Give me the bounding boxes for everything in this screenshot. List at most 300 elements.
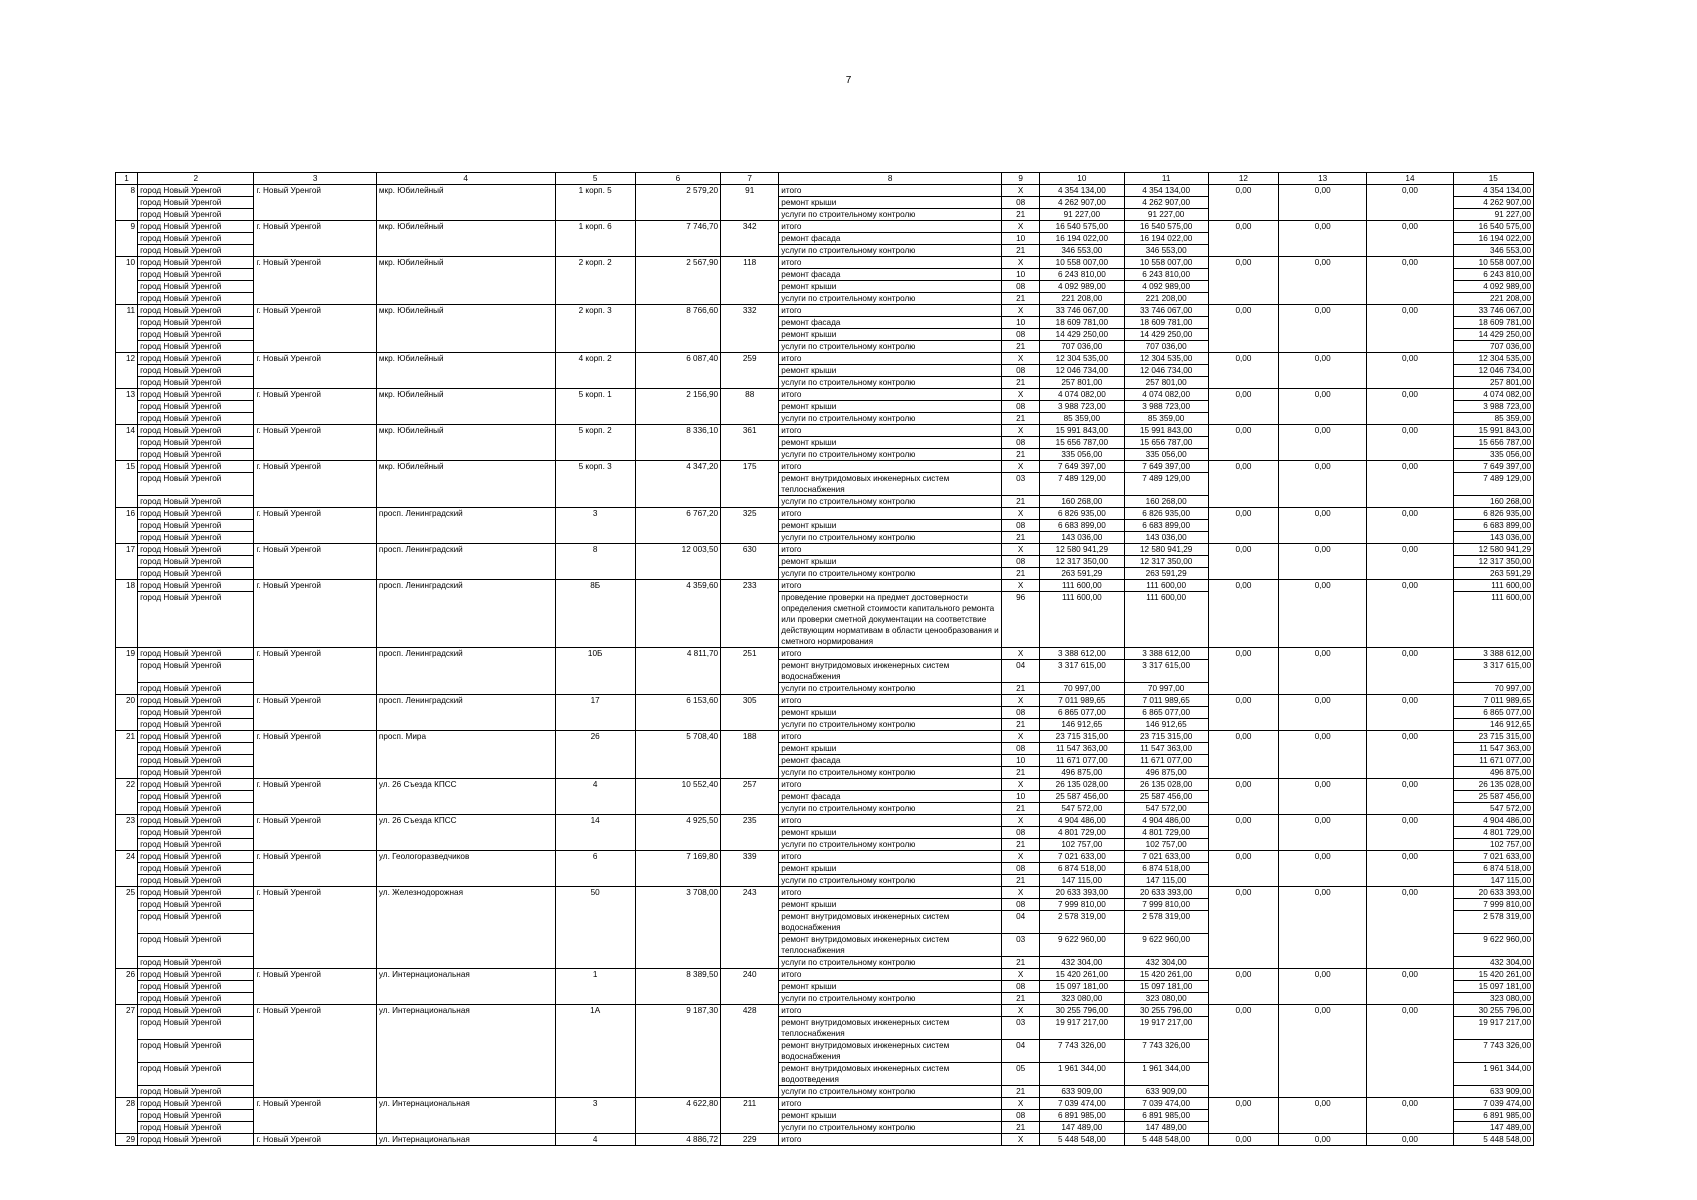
fund-amount-cell: 5 448 548,00 (1124, 1134, 1208, 1146)
fund-amount-cell: 3 317 615,00 (1124, 660, 1208, 683)
row-number-cell (116, 520, 138, 532)
area-cell (635, 233, 720, 245)
work-type-cell: услуги по строительному контролю (779, 532, 1002, 544)
street-cell: мкр. Юбилейный (376, 257, 555, 269)
work-type-cell: ремонт крыши (779, 281, 1002, 293)
house-number-cell: 5 корп. 1 (555, 389, 635, 401)
residents-cell (721, 934, 779, 957)
budget-local-cell (1279, 209, 1367, 221)
residents-cell (721, 803, 779, 815)
budget-region-cell (1208, 827, 1278, 839)
budget-region-cell (1208, 437, 1278, 449)
total-cost-cell: 147 489,00 (1040, 1122, 1124, 1134)
street-cell (376, 377, 555, 389)
table-body (116, 185, 1534, 1146)
settlement-cell (254, 532, 376, 544)
column-number: 8 (779, 173, 1002, 185)
municipality-cell: город Новый Уренгой (138, 508, 254, 520)
budget-region-cell (1208, 233, 1278, 245)
street-cell (376, 556, 555, 568)
fund-amount-cell: 1 961 344,00 (1124, 1063, 1208, 1086)
settlement-cell: г. Новый Уренгой (254, 969, 376, 981)
row-number-cell (116, 839, 138, 851)
area-cell: 2 156,90 (635, 389, 720, 401)
table-row (116, 449, 1534, 461)
fund-amount-cell: 18 609 781,00 (1124, 317, 1208, 329)
street-cell: ул. Интернациональная (376, 1134, 555, 1146)
residents-cell (721, 245, 779, 257)
owner-funds-cell (1367, 269, 1453, 281)
budget-region-cell: 0,00 (1208, 779, 1278, 791)
budget-local-cell (1279, 1017, 1367, 1040)
settlement-cell: г. Новый Уренгой (254, 1134, 376, 1146)
total-amount-cell: 263 591,29 (1453, 568, 1533, 580)
residents-cell: 240 (721, 969, 779, 981)
total-cost-cell: 85 359,00 (1040, 413, 1124, 425)
work-code-cell: X (1002, 544, 1040, 556)
budget-local-cell: 0,00 (1279, 425, 1367, 437)
area-cell (635, 1110, 720, 1122)
row-number-cell (116, 743, 138, 755)
total-amount-cell: 6 874 518,00 (1453, 863, 1533, 875)
municipality-cell: город Новый Уренгой (138, 648, 254, 660)
budget-region-cell (1208, 329, 1278, 341)
row-number-cell: 21 (116, 731, 138, 743)
fund-amount-cell: 335 056,00 (1124, 449, 1208, 461)
total-amount-cell: 146 912,65 (1453, 719, 1533, 731)
house-number-cell (555, 401, 635, 413)
street-cell (376, 496, 555, 508)
house-number-cell: 1А (555, 1005, 635, 1017)
settlement-cell (254, 899, 376, 911)
residents-cell: 243 (721, 887, 779, 899)
area-cell (635, 707, 720, 719)
house-number-cell (555, 803, 635, 815)
settlement-cell: г. Новый Уренгой (254, 257, 376, 269)
house-number-cell (555, 863, 635, 875)
area-cell (635, 767, 720, 779)
total-amount-cell: 85 359,00 (1453, 413, 1533, 425)
total-amount-cell: 16 540 575,00 (1453, 221, 1533, 233)
street-cell (376, 707, 555, 719)
house-number-cell (555, 473, 635, 496)
budget-local-cell (1279, 707, 1367, 719)
row-number-cell: 23 (116, 815, 138, 827)
total-cost-cell: 3 317 615,00 (1040, 660, 1124, 683)
total-amount-cell: 6 891 985,00 (1453, 1110, 1533, 1122)
settlement-cell: г. Новый Уренгой (254, 221, 376, 233)
owner-funds-cell (1367, 683, 1453, 695)
row-number-cell (116, 556, 138, 568)
total-cost-cell: 3 988 723,00 (1040, 401, 1124, 413)
work-code-cell: X (1002, 221, 1040, 233)
table-row (116, 899, 1534, 911)
budget-region-cell (1208, 719, 1278, 731)
street-cell (376, 957, 555, 969)
work-code-cell: 10 (1002, 233, 1040, 245)
settlement-cell (254, 755, 376, 767)
fund-amount-cell: 15 991 843,00 (1124, 425, 1208, 437)
area-cell (635, 281, 720, 293)
work-code-cell: 21 (1002, 532, 1040, 544)
residents-cell (721, 911, 779, 934)
fund-amount-cell: 4 092 989,00 (1124, 281, 1208, 293)
table-row (116, 815, 1534, 827)
municipality-cell: город Новый Уренгой (138, 365, 254, 377)
municipality-cell: город Новый Уренгой (138, 1098, 254, 1110)
area-cell (635, 293, 720, 305)
capital-repair-table (115, 172, 1534, 1146)
total-cost-cell: 15 420 261,00 (1040, 969, 1124, 981)
residents-cell: 339 (721, 851, 779, 863)
total-cost-cell: 7 011 989,65 (1040, 695, 1124, 707)
work-type-cell: итого (779, 185, 1002, 197)
page-number: 7 (845, 75, 852, 86)
budget-local-cell: 0,00 (1279, 305, 1367, 317)
residents-cell (721, 875, 779, 887)
table-row (116, 437, 1534, 449)
house-number-cell (555, 791, 635, 803)
budget-local-cell (1279, 437, 1367, 449)
municipality-cell: город Новый Уренгой (138, 461, 254, 473)
table-row (116, 1063, 1534, 1086)
owner-funds-cell: 0,00 (1367, 887, 1453, 899)
work-type-cell: ремонт крыши (779, 365, 1002, 377)
column-number: 13 (1279, 173, 1367, 185)
work-type-cell: ремонт фасада (779, 791, 1002, 803)
total-amount-cell: 16 194 022,00 (1453, 233, 1533, 245)
budget-region-cell (1208, 377, 1278, 389)
area-cell (635, 341, 720, 353)
budget-region-cell: 0,00 (1208, 544, 1278, 556)
total-cost-cell: 6 683 899,00 (1040, 520, 1124, 532)
total-cost-cell: 4 092 989,00 (1040, 281, 1124, 293)
fund-amount-cell: 633 909,00 (1124, 1086, 1208, 1098)
budget-region-cell (1208, 875, 1278, 887)
settlement-cell (254, 520, 376, 532)
owner-funds-cell (1367, 755, 1453, 767)
owner-funds-cell: 0,00 (1367, 305, 1453, 317)
municipality-cell: город Новый Уренгой (138, 329, 254, 341)
residents-cell (721, 317, 779, 329)
street-cell: мкр. Юбилейный (376, 425, 555, 437)
total-cost-cell: 16 194 022,00 (1040, 233, 1124, 245)
street-cell: просп. Ленинградский (376, 544, 555, 556)
house-number-cell: 3 (555, 1098, 635, 1110)
row-number-cell: 22 (116, 779, 138, 791)
total-cost-cell: 111 600,00 (1040, 592, 1124, 648)
street-cell (376, 1040, 555, 1063)
settlement-cell: г. Новый Уренгой (254, 185, 376, 197)
total-cost-cell: 16 540 575,00 (1040, 221, 1124, 233)
total-amount-cell: 30 255 796,00 (1453, 1005, 1533, 1017)
house-number-cell (555, 341, 635, 353)
residents-cell (721, 473, 779, 496)
work-type-cell: итого (779, 461, 1002, 473)
work-code-cell: 08 (1002, 365, 1040, 377)
municipality-cell: город Новый Уренгой (138, 305, 254, 317)
total-cost-cell: 257 801,00 (1040, 377, 1124, 389)
total-cost-cell: 7 649 397,00 (1040, 461, 1124, 473)
work-type-cell: итого (779, 731, 1002, 743)
budget-local-cell (1279, 863, 1367, 875)
work-code-cell: 04 (1002, 660, 1040, 683)
fund-amount-cell: 85 359,00 (1124, 413, 1208, 425)
settlement-cell (254, 683, 376, 695)
municipality-cell: город Новый Уренгой (138, 1086, 254, 1098)
budget-region-cell: 0,00 (1208, 851, 1278, 863)
residents-cell (721, 791, 779, 803)
budget-region-cell (1208, 1063, 1278, 1086)
settlement-cell (254, 660, 376, 683)
budget-local-cell (1279, 981, 1367, 993)
residents-cell: 88 (721, 389, 779, 401)
budget-region-cell (1208, 899, 1278, 911)
row-number-cell (116, 413, 138, 425)
budget-region-cell: 0,00 (1208, 353, 1278, 365)
owner-funds-cell: 0,00 (1367, 695, 1453, 707)
street-cell (376, 1017, 555, 1040)
total-amount-cell: 160 268,00 (1453, 496, 1533, 508)
area-cell: 3 708,00 (635, 887, 720, 899)
residents-cell (721, 413, 779, 425)
owner-funds-cell (1367, 719, 1453, 731)
total-amount-cell: 143 036,00 (1453, 532, 1533, 544)
owner-funds-cell (1367, 197, 1453, 209)
budget-local-cell (1279, 233, 1367, 245)
street-cell (376, 281, 555, 293)
work-code-cell: 03 (1002, 1017, 1040, 1040)
table-row (116, 779, 1534, 791)
work-type-cell: ремонт крыши (779, 197, 1002, 209)
total-amount-cell: 12 317 350,00 (1453, 556, 1533, 568)
municipality-cell: город Новый Уренгой (138, 353, 254, 365)
area-cell: 6 087,40 (635, 353, 720, 365)
row-number-cell (116, 473, 138, 496)
budget-local-cell (1279, 568, 1367, 580)
budget-region-cell: 0,00 (1208, 1005, 1278, 1017)
fund-amount-cell: 146 912,65 (1124, 719, 1208, 731)
table-row (116, 257, 1534, 269)
table-row (116, 993, 1534, 1005)
work-type-cell: ремонт внутридомовых инженерных систем водоснабжения (779, 911, 1002, 934)
table-row (116, 496, 1534, 508)
total-amount-cell: 4 904 486,00 (1453, 815, 1533, 827)
total-cost-cell: 7 021 633,00 (1040, 851, 1124, 863)
residents-cell (721, 269, 779, 281)
settlement-cell (254, 197, 376, 209)
settlement-cell (254, 365, 376, 377)
column-number: 10 (1040, 173, 1124, 185)
street-cell (376, 863, 555, 875)
table-row (116, 556, 1534, 568)
total-cost-cell: 346 553,00 (1040, 245, 1124, 257)
work-code-cell: 10 (1002, 317, 1040, 329)
house-number-cell (555, 317, 635, 329)
municipality-cell: город Новый Уренгой (138, 899, 254, 911)
area-cell: 9 187,30 (635, 1005, 720, 1017)
fund-amount-cell: 147 489,00 (1124, 1122, 1208, 1134)
house-number-cell: 26 (555, 731, 635, 743)
total-cost-cell: 12 046 734,00 (1040, 365, 1124, 377)
house-number-cell (555, 743, 635, 755)
settlement-cell (254, 473, 376, 496)
residents-cell (721, 209, 779, 221)
total-cost-cell: 9 622 960,00 (1040, 934, 1124, 957)
area-cell (635, 993, 720, 1005)
total-cost-cell: 547 572,00 (1040, 803, 1124, 815)
work-code-cell: X (1002, 1005, 1040, 1017)
settlement-cell: г. Новый Уренгой (254, 353, 376, 365)
budget-region-cell: 0,00 (1208, 257, 1278, 269)
work-type-cell: ремонт крыши (779, 707, 1002, 719)
row-number-cell (116, 934, 138, 957)
total-amount-cell: 3 988 723,00 (1453, 401, 1533, 413)
residents-cell: 211 (721, 1098, 779, 1110)
settlement-cell (254, 957, 376, 969)
house-number-cell (555, 767, 635, 779)
settlement-cell (254, 1122, 376, 1134)
street-cell (376, 827, 555, 839)
area-cell (635, 568, 720, 580)
total-amount-cell: 14 429 250,00 (1453, 329, 1533, 341)
work-code-cell: 21 (1002, 719, 1040, 731)
owner-funds-cell (1367, 592, 1453, 648)
owner-funds-cell (1367, 449, 1453, 461)
total-cost-cell: 15 656 787,00 (1040, 437, 1124, 449)
total-cost-cell: 4 262 907,00 (1040, 197, 1124, 209)
municipality-cell: город Новый Уренгой (138, 1122, 254, 1134)
municipality-cell: город Новый Уренгой (138, 245, 254, 257)
settlement-cell (254, 592, 376, 648)
street-cell (376, 293, 555, 305)
row-number-cell (116, 981, 138, 993)
owner-funds-cell (1367, 827, 1453, 839)
settlement-cell: г. Новый Уренгой (254, 544, 376, 556)
budget-local-cell: 0,00 (1279, 731, 1367, 743)
total-cost-cell: 147 115,00 (1040, 875, 1124, 887)
house-number-cell: 1 (555, 969, 635, 981)
row-number-cell (116, 269, 138, 281)
row-number-cell (116, 1086, 138, 1098)
row-number-cell (116, 803, 138, 815)
owner-funds-cell (1367, 377, 1453, 389)
total-amount-cell: 147 489,00 (1453, 1122, 1533, 1134)
municipality-cell: город Новый Уренгой (138, 401, 254, 413)
row-number-cell: 11 (116, 305, 138, 317)
table-row (116, 341, 1534, 353)
total-cost-cell: 1 961 344,00 (1040, 1063, 1124, 1086)
residents-cell: 188 (721, 731, 779, 743)
table-row (116, 934, 1534, 957)
settlement-cell (254, 743, 376, 755)
municipality-cell: город Новый Уренгой (138, 425, 254, 437)
owner-funds-cell (1367, 209, 1453, 221)
fund-amount-cell: 14 429 250,00 (1124, 329, 1208, 341)
budget-region-cell (1208, 449, 1278, 461)
budget-local-cell (1279, 556, 1367, 568)
area-cell (635, 520, 720, 532)
total-amount-cell: 7 021 633,00 (1453, 851, 1533, 863)
work-code-cell: 04 (1002, 1040, 1040, 1063)
municipality-cell: город Новый Уренгой (138, 544, 254, 556)
area-cell (635, 592, 720, 648)
fund-amount-cell: 7 999 810,00 (1124, 899, 1208, 911)
work-code-cell: 08 (1002, 520, 1040, 532)
owner-funds-cell: 0,00 (1367, 815, 1453, 827)
municipality-cell: город Новый Уренгой (138, 731, 254, 743)
street-cell (376, 911, 555, 934)
municipality-cell: город Новый Уренгой (138, 341, 254, 353)
budget-local-cell: 0,00 (1279, 1098, 1367, 1110)
work-type-cell: услуги по строительному контролю (779, 767, 1002, 779)
area-cell (635, 329, 720, 341)
residents-cell (721, 719, 779, 731)
work-code-cell: 08 (1002, 743, 1040, 755)
total-cost-cell: 7 999 810,00 (1040, 899, 1124, 911)
settlement-cell (254, 233, 376, 245)
area-cell (635, 317, 720, 329)
total-cost-cell: 4 354 134,00 (1040, 185, 1124, 197)
budget-region-cell (1208, 791, 1278, 803)
column-number: 9 (1002, 173, 1040, 185)
fund-amount-cell: 2 578 319,00 (1124, 911, 1208, 934)
total-cost-cell: 4 904 486,00 (1040, 815, 1124, 827)
total-cost-cell: 5 448 548,00 (1040, 1134, 1124, 1146)
municipality-cell: город Новый Уренгой (138, 1040, 254, 1063)
work-code-cell: 08 (1002, 899, 1040, 911)
residents-cell: 233 (721, 580, 779, 592)
work-code-cell: X (1002, 461, 1040, 473)
area-cell: 6 767,20 (635, 508, 720, 520)
work-code-cell: X (1002, 185, 1040, 197)
budget-local-cell (1279, 496, 1367, 508)
column-number: 12 (1208, 173, 1278, 185)
total-amount-cell: 4 092 989,00 (1453, 281, 1533, 293)
work-type-cell: ремонт фасада (779, 755, 1002, 767)
total-amount-cell: 26 135 028,00 (1453, 779, 1533, 791)
work-type-cell: услуги по строительному контролю (779, 1086, 1002, 1098)
budget-region-cell (1208, 365, 1278, 377)
settlement-cell (254, 719, 376, 731)
row-number-cell (116, 1017, 138, 1040)
budget-local-cell (1279, 197, 1367, 209)
area-cell: 8 336,10 (635, 425, 720, 437)
settlement-cell: г. Новый Уренгой (254, 461, 376, 473)
municipality-cell: город Новый Уренгой (138, 791, 254, 803)
residents-cell (721, 329, 779, 341)
table-row (116, 401, 1534, 413)
owner-funds-cell (1367, 520, 1453, 532)
house-number-cell: 4 (555, 779, 635, 791)
owner-funds-cell: 0,00 (1367, 851, 1453, 863)
street-cell: мкр. Юбилейный (376, 185, 555, 197)
settlement-cell (254, 1040, 376, 1063)
work-code-cell: X (1002, 851, 1040, 863)
street-cell: мкр. Юбилейный (376, 461, 555, 473)
municipality-cell: город Новый Уренгой (138, 707, 254, 719)
row-number-cell (116, 707, 138, 719)
total-cost-cell: 111 600,00 (1040, 580, 1124, 592)
fund-amount-cell: 6 865 077,00 (1124, 707, 1208, 719)
area-cell: 6 153,60 (635, 695, 720, 707)
table-row (116, 791, 1534, 803)
total-cost-cell: 30 255 796,00 (1040, 1005, 1124, 1017)
total-cost-cell: 7 489 129,00 (1040, 473, 1124, 496)
area-cell (635, 1086, 720, 1098)
residents-cell (721, 520, 779, 532)
settlement-cell (254, 863, 376, 875)
